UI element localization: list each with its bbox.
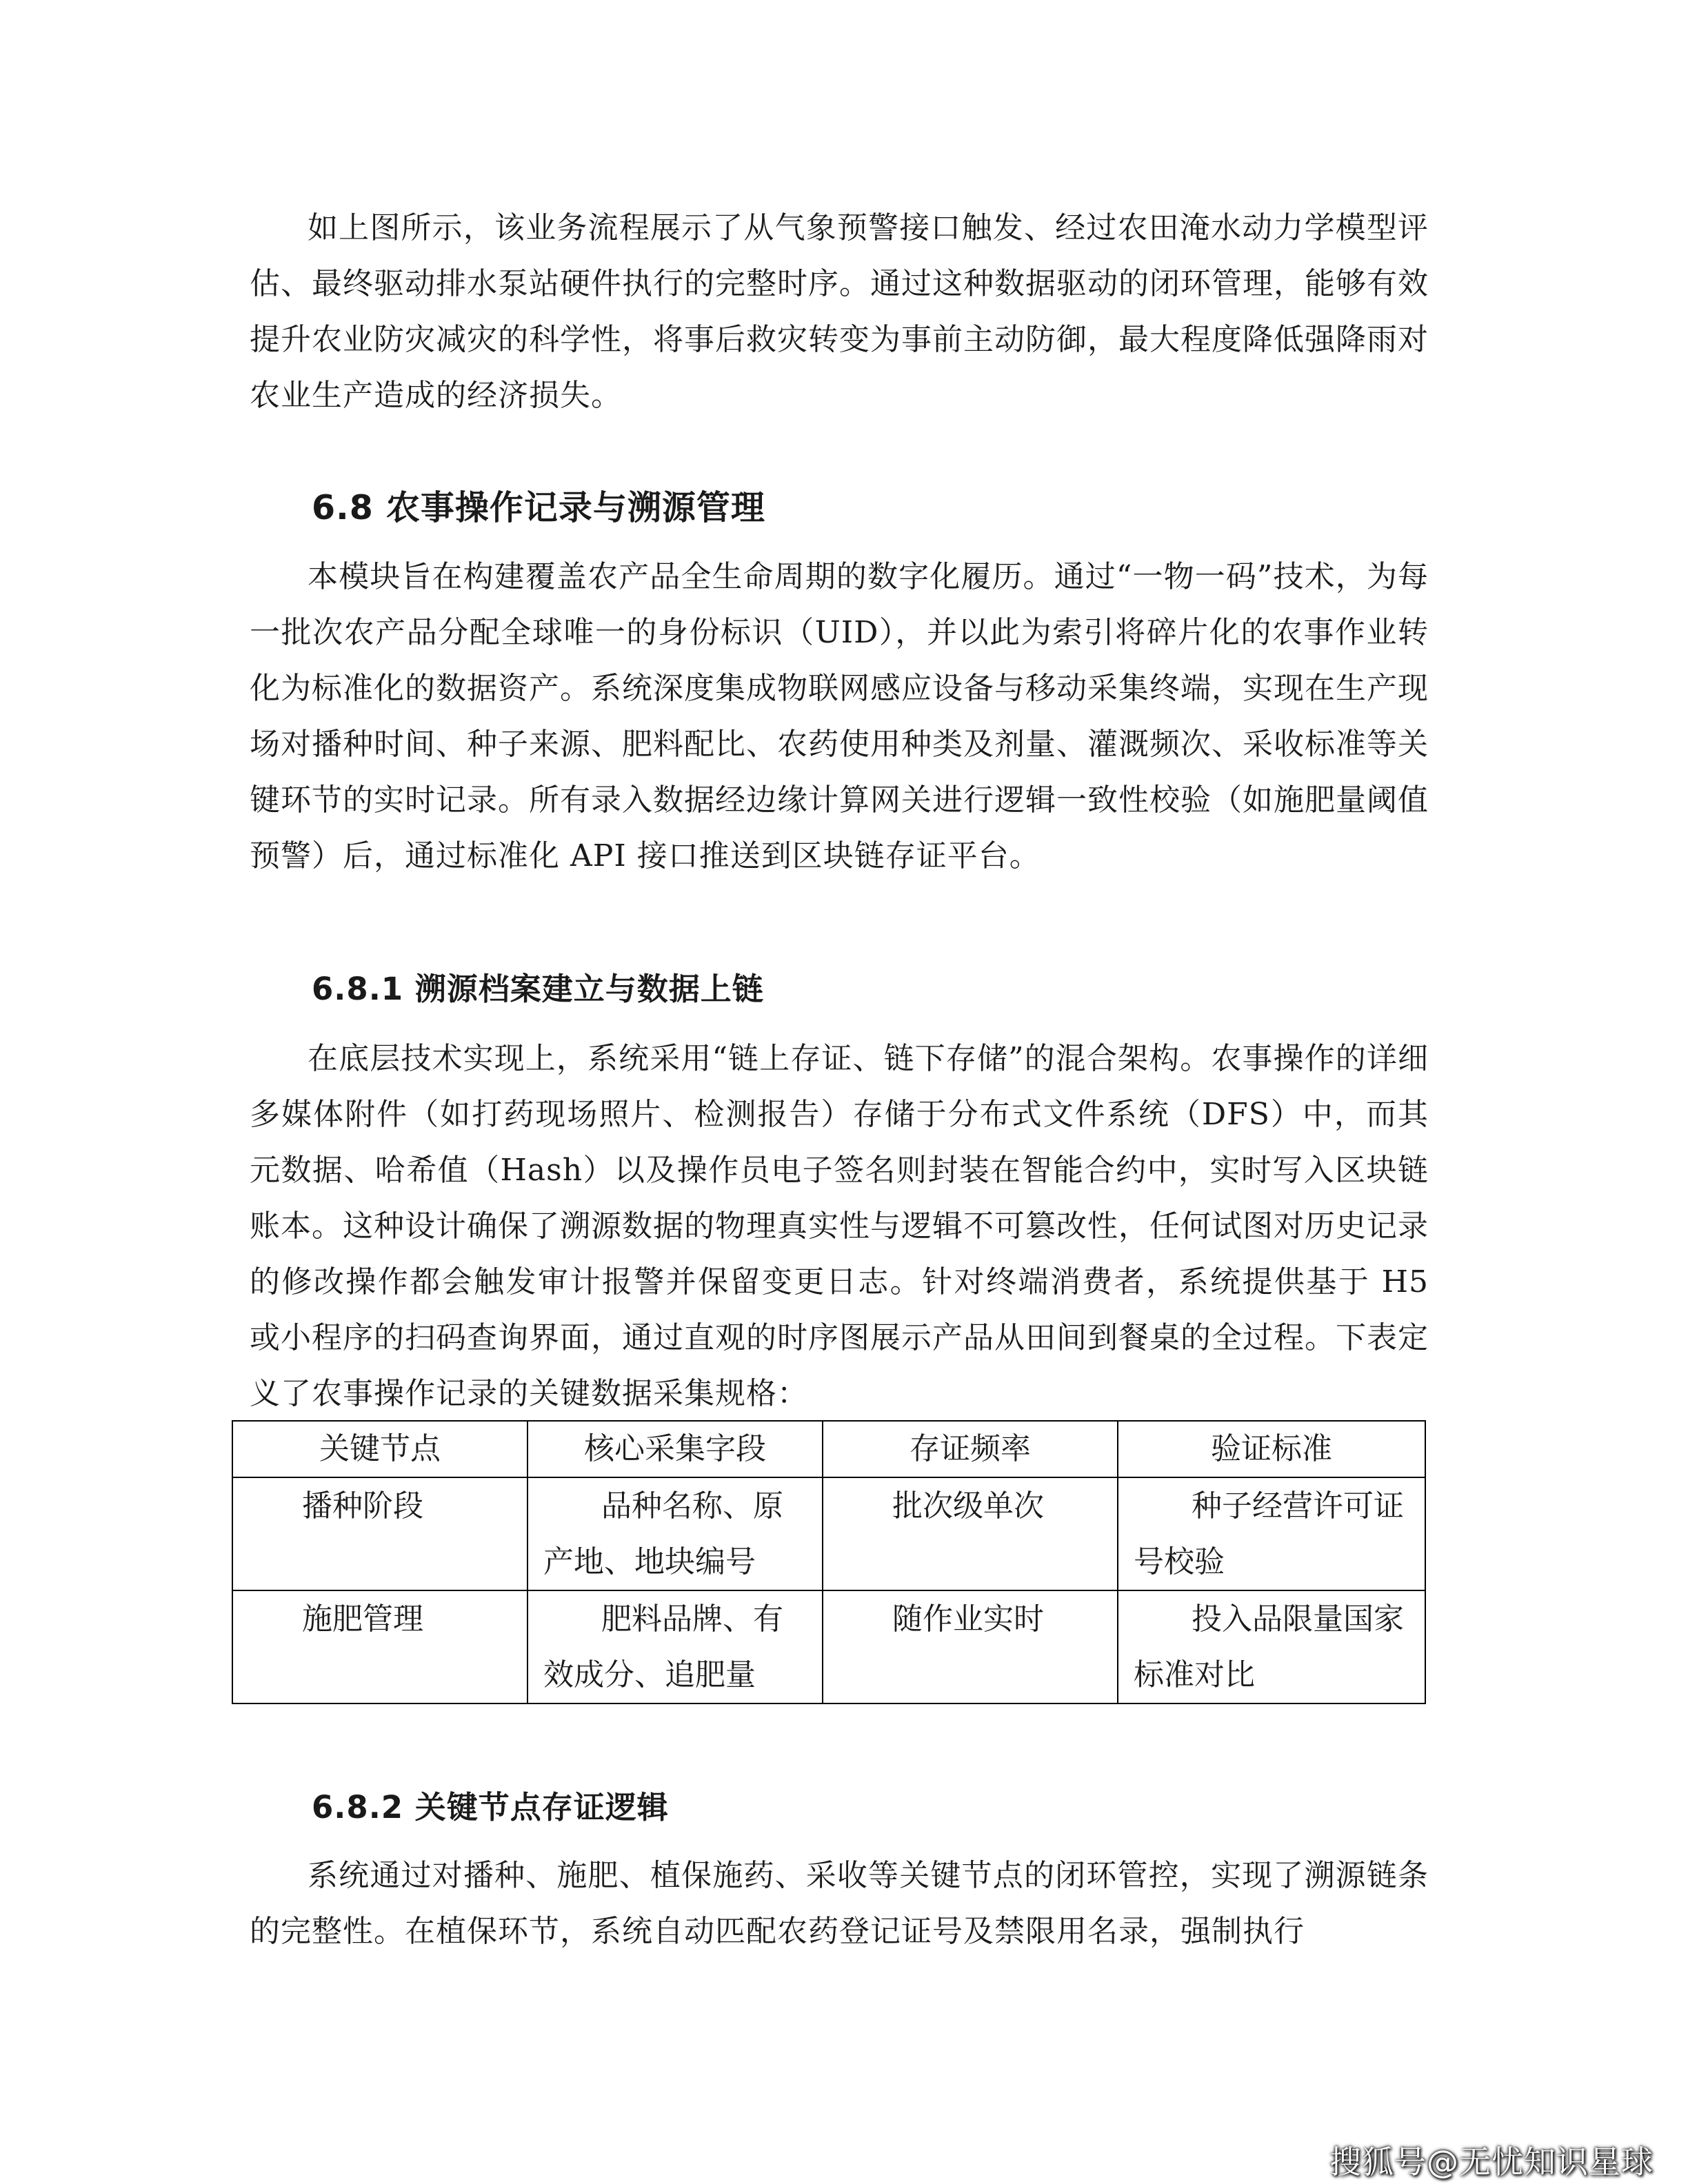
table-cell: 播种阶段 [232, 1477, 528, 1590]
table-cell-text: 肥料品牌、有效成分、追肥量 [543, 1601, 783, 1692]
intro-paragraph: 如上图所示，该业务流程展示了从气象预警接口触发、经过农田淹水动力学模型评估、最终驱动排水泵站硬件执行的完整时序。通过这种数据驱动的闭环管理，能够有效提升农业防灾减灾的科学性，将事后救灾转变为事前主动防御，最大程度降低强降雨对农业生产造成的经济损失。 [250, 210, 1429, 413]
table-cell: 施肥管理 [232, 1590, 528, 1703]
section-6-8-1-paragraph: 在底层技术实现上，系统采用“链上存证、链下存储”的混合架构。农事操作的详细多媒体附件（如打药现场照片、检测报告）存储于分布式文件系统（DFS）中，而其元数据、哈希值（Hash）以及操作员电子签名则封装在智能合约中，实时写入区块链账本。这种设计确保了溯源数据的物理真实性与逻辑不可篡改性，任何试图对历史记录的修改操作都会触发审计报警并保留变更日志。针对终端消费者，系统提供基于 H5 或小程序的扫码查询界面，通过直观的时序图展示产品从田间到餐桌的全过程。下表定义了农事操作记录的关键数据采集规格： [250, 1041, 1429, 1411]
section-heading-6-8-2: 6.8.2 关键节点存证逻辑 [312, 1789, 669, 1826]
section-heading-6-8: 6.8 农事操作记录与溯源管理 [312, 488, 765, 527]
table-row [232, 1590, 1425, 1703]
section-6-8-paragraph: 本模块旨在构建覆盖农产品全生命周期的数字化履历。通过“一物一码”技术，为每一批次农产品分配全球唯一的身份标识（UID），并以此为索引将碎片化的农事作业转化为标准化的数据资产。系统深度集成物联网感应设备与移动采集终端，实现在生产现场对播种时间、种子来源、肥料配比、农药使用种类及剂量、灌溉频次、采收标准等关键环节的实时记录。所有录入数据经边缘计算网关进行逻辑一致性校验（如施肥量阈值预警）后，通过标准化 API 接口推送到区块链存证平台。 [250, 559, 1429, 873]
table-cell-text: 品种名称、原产地、地块编号 [543, 1488, 783, 1579]
table-cell-text: 种子经营许可证号校验 [1134, 1488, 1404, 1579]
table-cell [528, 1477, 823, 1590]
table-cell [1118, 1590, 1425, 1703]
section-6-8-2-paragraph: 系统通过对播种、施肥、植保施药、采收等关键节点的闭环管控，实现了溯源链条的完整性。在植保环节，系统自动匹配农药登记证号及禁限用名录，强制执行 [250, 1858, 1429, 1949]
header-key-node: 关键节点 [232, 1421, 528, 1477]
section-heading-6-8-1: 6.8.1 溯源档案建立与数据上链 [312, 971, 764, 1007]
data-collection-spec-table [232, 1420, 1426, 1704]
header-frequency: 存证频率 [823, 1421, 1118, 1477]
watermark-text: 搜狐号@无忧知识星球 [1329, 2143, 1654, 2181]
table-row [232, 1477, 1425, 1590]
table-header-row [232, 1421, 1425, 1477]
table-cell: 随作业实时 [823, 1590, 1118, 1703]
table-cell [1118, 1477, 1425, 1590]
table-cell-text: 投入品限量国家标准对比 [1134, 1601, 1404, 1692]
header-core-fields: 核心采集字段 [528, 1421, 823, 1477]
header-verification: 验证标准 [1118, 1421, 1425, 1477]
table-cell [528, 1590, 823, 1703]
table-cell: 批次级单次 [823, 1477, 1118, 1590]
